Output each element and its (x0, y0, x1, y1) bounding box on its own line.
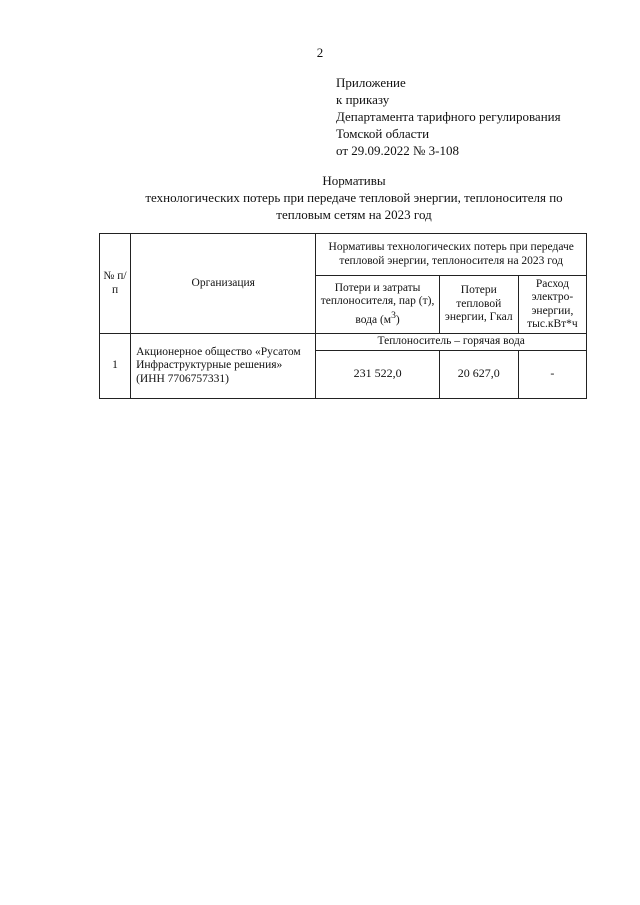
appendix-line: от 29.09.2022 № 3-108 (336, 143, 459, 158)
appendix-block (336, 74, 561, 159)
page-number: 2 (316, 45, 324, 60)
appendix-line: Департамента тарифного регулирования (336, 109, 561, 124)
header-losses-sup: 3 (391, 309, 396, 321)
row-heat-value: 20 627,0 (439, 350, 518, 398)
norms-table (99, 233, 587, 399)
section-label: Теплоноситель – горячая вода (316, 334, 587, 351)
header-losses-text: Потери и затраты теплоносителя, пар (т), вода (м (320, 281, 435, 326)
header-organization: Организация (131, 234, 316, 334)
header-heat-losses: Потери тепловой энергии, Гкал (439, 276, 518, 334)
row-electricity-value: - (518, 350, 586, 398)
title-line: Нормативы (322, 173, 386, 188)
row-num: 1 (100, 334, 131, 399)
header-num: № п/п (100, 234, 131, 334)
header-losses (316, 276, 439, 334)
header-losses-close: ) (395, 313, 400, 326)
header-group: Нормативы технологических потерь при передаче тепловой энергии, теплоносителя на 2023 год (316, 234, 587, 276)
header-electricity: Расход электро-энергии, тыс.кВт*ч (518, 276, 586, 334)
title-line: тепловым сетям на 2023 год (276, 207, 432, 222)
row-organization: Акционерное общество «Русатом Инфраструктурные решения» (ИНН 7706757331) (131, 334, 316, 399)
appendix-line: Приложение (336, 75, 406, 90)
title-line: технологических потерь при передаче тепловой энергии, теплоносителя по (145, 190, 563, 205)
row-losses-value: 231 522,0 (316, 350, 439, 398)
document-title (110, 172, 598, 223)
appendix-line: Томской области (336, 126, 430, 141)
appendix-line: к приказу (336, 92, 390, 107)
